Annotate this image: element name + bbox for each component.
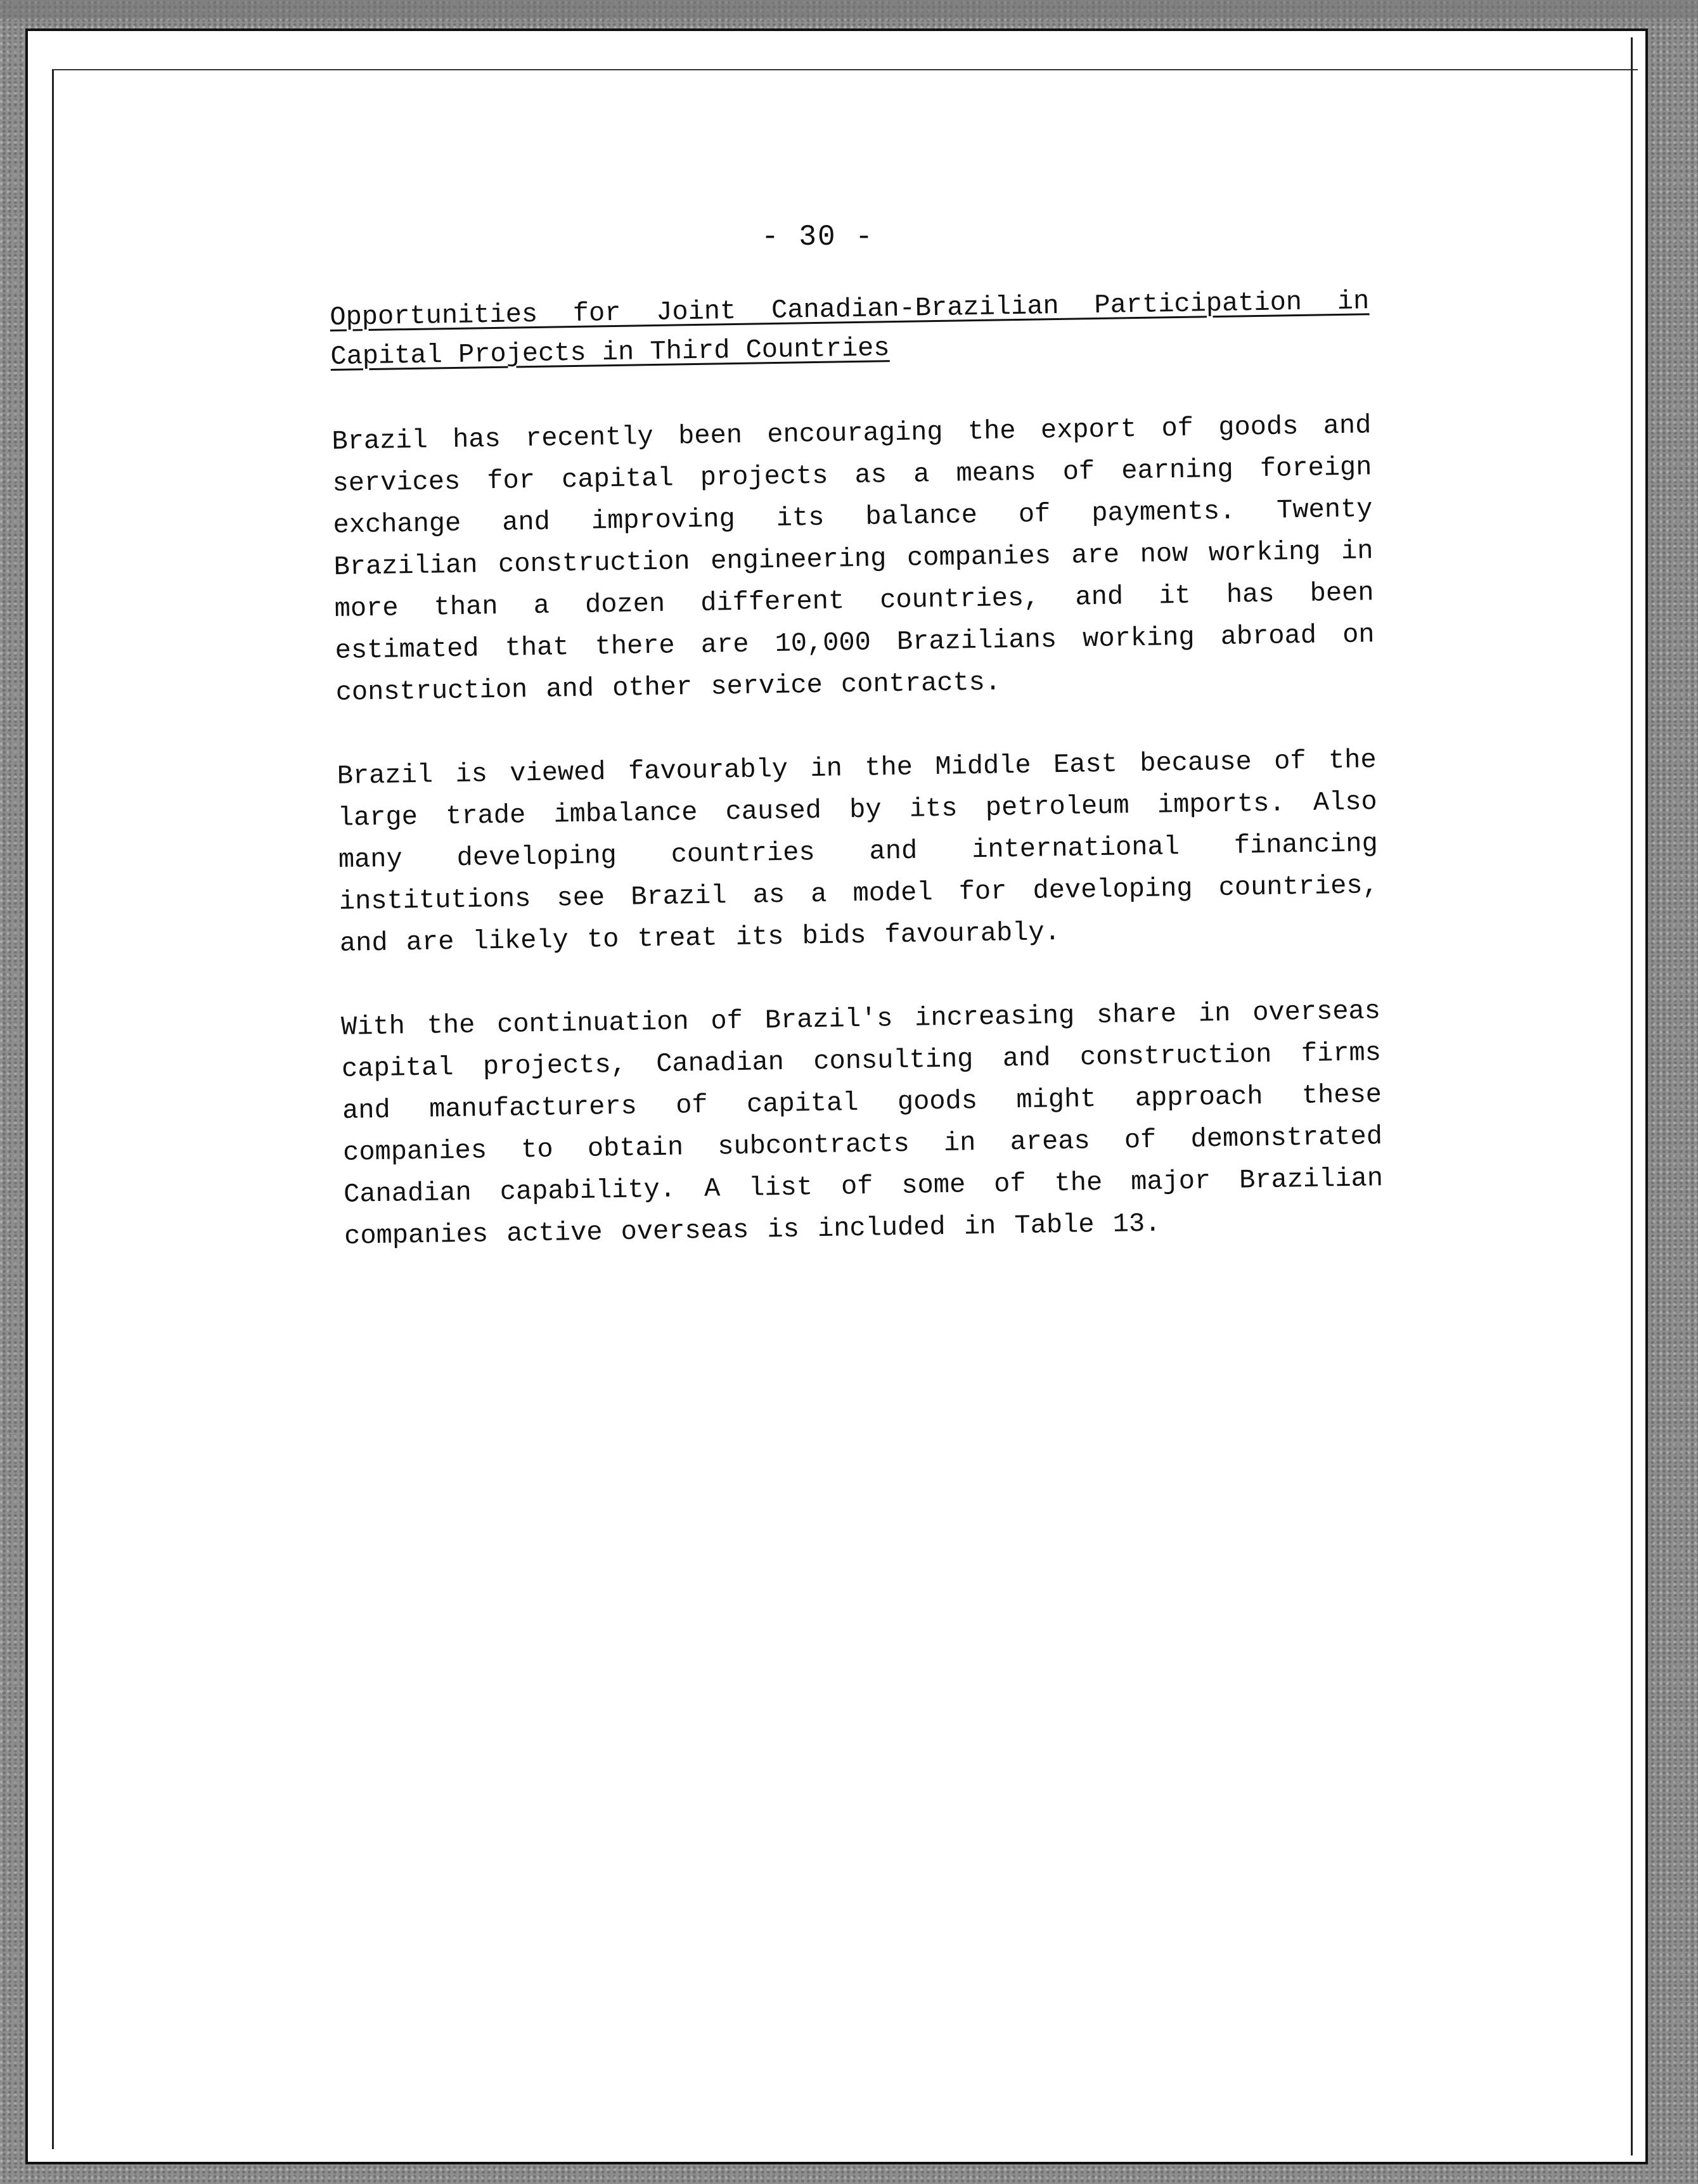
document-body <box>330 281 1385 1299</box>
paragraph-canadian-opportunities: With the continuation of Brazil's increasing share in overseas capital projects, Canadian consulting and construction firms and manufacturers of capital goods might approach these companies to obtain subcontracts in areas of demonstrated Canadian capability. A list of some of the major Brazilian companies active overseas is included in Table 13. <box>340 996 1384 1252</box>
section-heading <box>330 281 1370 376</box>
page-number: - 30 - <box>761 221 874 254</box>
paragraph-middle-east: Brazil is viewed favourably in the Middle East because of the large trade imbalance caused by its petroleum imports. Also many developing countries and international financing institutions see Brazil as a model for developing countries, and are likely to treat its bids favourably. <box>337 745 1379 959</box>
paragraph-export-encouragement: Brazil has recently been encouraging the export of goods and services for capital projects as a means of earning foreign exchange and improving its balance of payments. Twenty Brazilian construction engineering companies are now working in more than a dozen different countries, and it has been estimated that there are 10,000 Brazilians working abroad on construction and other service contracts. <box>331 410 1375 708</box>
scan-edge <box>0 0 1698 19</box>
page-frame-right <box>1631 37 1633 2155</box>
section-heading-line-2: Capital Projects in Third Countries <box>330 333 890 372</box>
section-heading-line-1: Opportunities for Joint Canadian-Brazilian Participation in <box>330 286 1370 333</box>
